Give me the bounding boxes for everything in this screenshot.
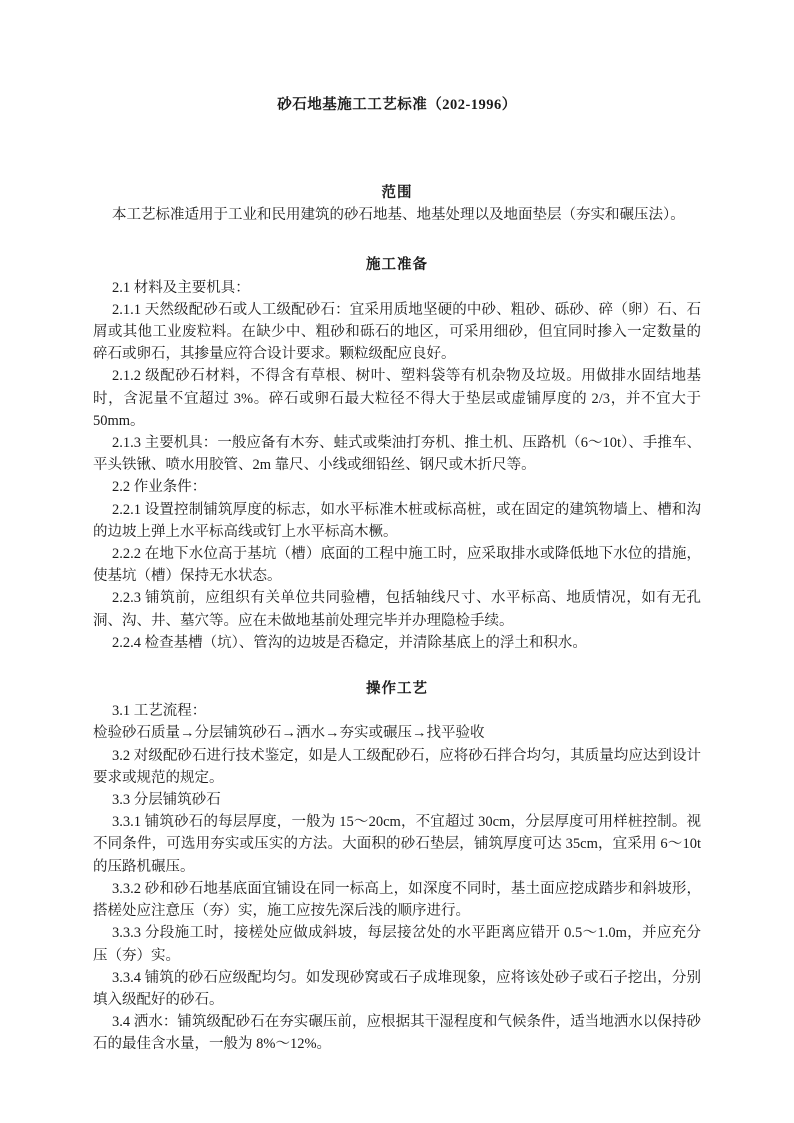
paragraph: 本工艺标准适用于工业和民用建筑的砂石地基、地基处理以及地面垫层（夯实和碾压法）。 (112, 207, 685, 224)
paragraph: 3.4 洒水：铺筑级配砂石在夯实碾压前，应根据其干湿程度和气候条件，适当地洒水以保持砂石的最佳含水量，一般为 8%～12%。 (93, 1014, 701, 1053)
section-heading: 范围 (381, 185, 413, 201)
section-heading: 操作工艺 (366, 681, 428, 698)
paragraph: 2.1 材料及主要机具： (112, 279, 250, 296)
paragraph: 3.3.4 铺筑的砂石应级配均匀。如发现砂窝或石子成堆现象，应将该处砂子或石子挖出，分别填入级配好的砂石。 (93, 969, 701, 1008)
paragraph: 检验砂石质量→分层铺筑砂石→洒水→夯实或碾压→找平验收 (93, 725, 485, 742)
paragraph: 2.1.1 天然级配砂石或人工级配砂石：宜采用质地坚硬的中砂、粗砂、砾砂、碎（卵）石、石屑或其他工业废粒料。在缺少中、粗砂和砾石的地区，可采用细砂，但宜同时掺入一定数量的碎石或卵石，其掺量应符合设计要求。颗粒级配应良好。 (93, 301, 701, 363)
paragraph: 3.3.2 砂和砂石地基底面宜铺设在同一标高上，如深度不同时，基土面应挖成踏步和斜坡形，搭槎处应注意压（夯）实，施工应按先深后浅的顺序进行。 (93, 880, 701, 920)
section (93, 182, 701, 226)
paragraph: 2.1.3 主要机具：一般应备有木夯、蛙式或柴油打夯机、推土机、压路机（6～10t）、手推车、平头铁锹、喷水用胶管、2m 靠尺、小线或细铅丝、钢尺或木折尺等。 (93, 435, 701, 474)
paragraph: 2.2 作业条件： (112, 479, 207, 496)
document-sections (93, 182, 701, 1056)
section-heading: 施工准备 (366, 257, 428, 274)
paragraph: 2.2.1 设置控制铺筑厚度的标志，如水平标准木桩或标高桩，或在固定的建筑物墙上、槽和沟的边坡上弹上水平标高线或钉上水平标高木橛。 (93, 501, 701, 540)
paragraph: 3.2 对级配砂石进行技术鉴定，如是人工级配砂石，应将砂石拌合均匀，其质量均应达到设计要求或规范的规定。 (93, 747, 701, 786)
paragraph: 3.3.3 分段施工时，接槎处应做成斜坡，每层接岔处的水平距离应错开 0.5～1.0m，并应充分压（夯）实。 (93, 925, 701, 964)
paragraph: 3.3 分层铺筑砂石 (112, 792, 221, 809)
paragraph: 3.3.1 铺筑砂石的每层厚度，一般为 15～20cm，不宜超过 30cm，分层厚度可用样桩控制。视不同条件，可选用夯实或压实的方法。大面积的砂石垫层，铺筑厚度可达 35cm，宜采用 6～10t 的压路机碾压。 (93, 814, 701, 875)
document-title: 砂石地基施工工艺标准（202-1996） (277, 97, 517, 113)
document-content (93, 0, 701, 1056)
section (93, 678, 701, 1055)
section (93, 254, 701, 654)
paragraph: 2.2.4 检查基槽（坑）、管沟的边坡是否稳定，并清除基底上的浮土和积水。 (112, 634, 587, 651)
paragraph: 3.1 工艺流程： (112, 703, 207, 720)
paragraph: 2.2.3 铺筑前，应组织有关单位共同验槽，包括轴线尺寸、水平标高、地质情况，如有无孔洞、沟、井、墓穴等。应在未做地基前处理完毕并办理隐检手续。 (93, 590, 701, 629)
paragraph: 2.2.2 在地下水位高于基坑（槽）底面的工程中施工时，应采取排水或降低地下水位的措施，使基坑（槽）保持无水状态。 (93, 546, 701, 585)
paragraph: 2.1.2 级配砂石材料，不得含有草根、树叶、塑料袋等有机杂物及垃圾。用做排水固结地基时，含泥量不宜超过 3%。碎石或卵石最大粒径不得大于垫层或虚铺厚度的 2/3，并不宜大于 50mm。 (93, 368, 701, 429)
